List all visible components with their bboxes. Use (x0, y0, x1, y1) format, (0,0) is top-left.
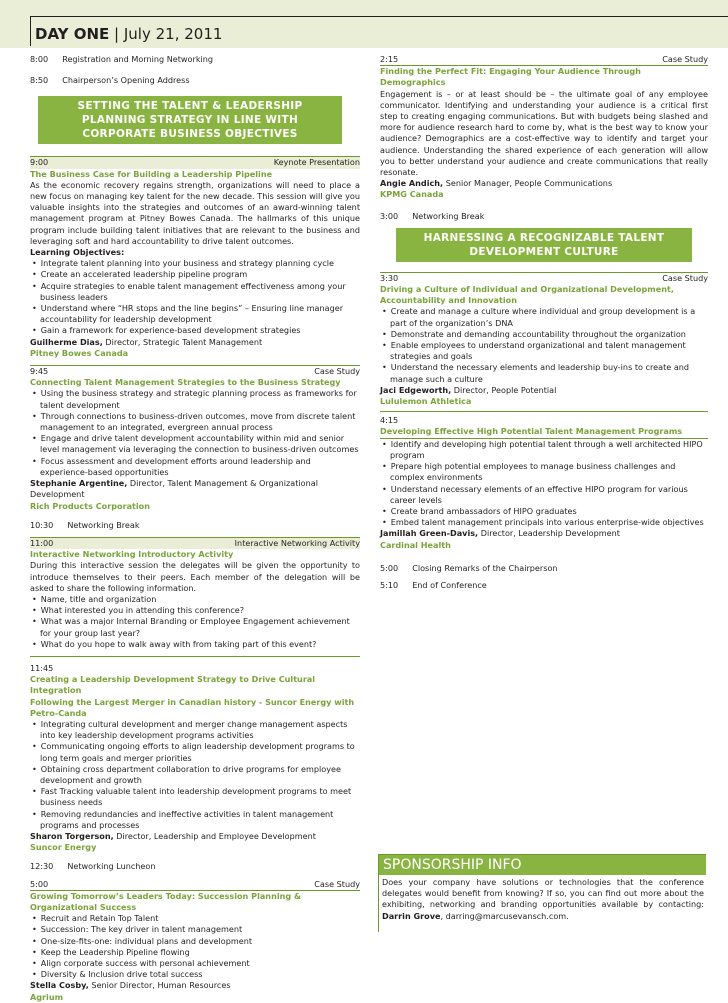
list-item: • Understand the necessary elements and leadership buy-ins to create and manage such a culture (380, 362, 708, 384)
list-item: • Prepare high potential employees to manage business challenges and complex environments (380, 461, 708, 483)
session-description: Engagement is – or at least should be – the ultimate goal of any employee communicator. Identifying and understanding your audience is a critical first step to creating engaging communications. But with budgets being slashed and more for audience research hard to come by, what is the best way to know your audience? Demographics are a cost-effective way to identify and target your audience. Understanding the shared experience of each generation will allow you to better understand your audience and create communications that really resonate. (380, 88, 708, 178)
list-item: • Demonstrate and demanding accountability throughout the organization (380, 329, 708, 340)
slot-label: Closing Remarks of the Chairperson (412, 562, 558, 573)
sponsorship-email[interactable]: , darring@marcusevansch.com. (440, 910, 569, 921)
speaker-company: Pitney Bowes Canada (30, 347, 129, 358)
list-item: • Acquire strategies to enable talent management effectiveness among your business leaders (30, 281, 360, 303)
session-title: Developing Effective High Potential Talent Management Programs (380, 426, 708, 438)
speaker-role: Director, Strategic Talent Management (102, 336, 263, 347)
list-item: • Align corporate success with personal achievement (30, 958, 360, 969)
list-item: • Understand necessary elements of an effective HIPO program for various career levels (380, 484, 708, 506)
objectives-list (30, 258, 360, 336)
speaker-name: Sharon Torgerson, (30, 830, 114, 841)
session-type: Case Study (662, 54, 708, 64)
list-item: • Create and manage a culture where individual and group development is a part of the organization’s DNA (380, 306, 708, 328)
session-title: Creating a Leadership Development Strategy to Drive Cultural Integration (30, 674, 316, 696)
speaker-company: Lululemon Athletica (380, 396, 472, 407)
slot-time: 8:50 (30, 75, 49, 86)
day-title (35, 25, 222, 43)
speaker-name: Stephanie Argentine, (30, 478, 128, 489)
list-item: • Keep the Leadership Pipeline flowing (30, 947, 360, 958)
speaker (30, 478, 360, 500)
speaker-role: Director, Leadership and Employee Development (113, 830, 316, 841)
slot-label: Registration and Morning Networking (62, 54, 214, 64)
day-date: July 21, 2011 (123, 25, 223, 43)
left-column (30, 54, 360, 1003)
list-item: • What interested you in attending this conference? (30, 605, 360, 616)
slot-end-of-conference (380, 580, 708, 591)
list-item: • Succession: The key driver in talent management (30, 924, 360, 935)
list-item: • Obtaining cross department collaboration to drive programs for employee development and growth (30, 764, 360, 786)
slot-label: Networking Luncheon (67, 861, 156, 872)
session-type: Case Study (314, 878, 360, 889)
speaker (30, 337, 360, 348)
list-item: • Identify and developing high potential talent through a well architected HIPO program (380, 439, 708, 461)
header-rule-vertical (30, 16, 31, 46)
list-item: • What do you hope to walk away with from taking part of this event? (30, 639, 360, 650)
session-title: Growing Tomorrow’s Leaders Today: Succession Planning & Organizational Success (30, 890, 302, 912)
divider (380, 411, 708, 412)
session-bullets (380, 439, 708, 529)
session-bar-keynote (30, 156, 360, 168)
list-item: • Integrate talent planning into your business and strategy planning cycle (30, 258, 360, 269)
sponsorship-box (378, 854, 706, 932)
list-item: • Create an accelerated leadership pipeline program (30, 269, 360, 280)
list-item: • Removing redundancies and ineffective activities in talent management programs and processes (30, 809, 360, 831)
session-time: 2:15 (380, 54, 399, 64)
speaker (380, 385, 708, 396)
list-item: • Enable employees to understand organizational and talent management strategies and goals (380, 340, 708, 362)
sponsorship-title: SPONSORSHIP INFO (379, 855, 706, 875)
slot-networking-break (30, 520, 360, 531)
session-bullets (30, 719, 360, 831)
session-bar-interactive (30, 537, 360, 549)
session-bullets (30, 594, 360, 650)
slot-label: End of Conference (412, 579, 487, 590)
session-subtitle: Following the Largest Merger in Canadian history - Suncor Energy with Petro-Canda (30, 696, 355, 718)
speaker (380, 178, 708, 189)
session-type: Case Study (314, 366, 360, 377)
slot-closing-remarks (380, 563, 708, 574)
speaker-company: KPMG Canada (380, 189, 444, 200)
slot-time: 3:00 (380, 210, 399, 221)
sponsorship-body (379, 875, 706, 922)
speaker-name: Jamillah Green-Davis, (380, 528, 479, 539)
session-time: 9:45 (30, 366, 49, 377)
speaker-name: Guilherme Dias, (30, 336, 103, 347)
list-item: • Focus assessment and development efforts around leadership and experience-based opportunities (30, 456, 360, 478)
session-bar-case-study (380, 272, 708, 284)
list-item: • Engage and drive talent development accountability within mid and senior level management via leveraging the connection to business-driven outcomes (30, 433, 360, 455)
session-time: 4:15 (380, 415, 399, 426)
speaker-role: Director, Leadership Development (478, 528, 620, 539)
divider (30, 656, 360, 657)
slot-time: 10:30 (30, 519, 54, 530)
slot-opening (30, 75, 360, 86)
slot-time: 12:30 (30, 861, 54, 872)
slot-label: Chairperson’s Opening Address (62, 75, 190, 86)
list-item: • Create brand ambassadors of HIPO graduates (380, 506, 708, 517)
speaker-company: Cardinal Health (380, 539, 451, 550)
list-item: • Using the business strategy and strategic planning process as frameworks for talent development (30, 388, 360, 410)
speaker-role: Senior Director, Human Resources (88, 980, 231, 991)
sponsorship-contact: Darrin Grove (382, 910, 441, 921)
speaker-company: Suncor Energy (30, 842, 97, 853)
slot-time: 8:00 (30, 54, 49, 64)
session-bullets (380, 306, 708, 384)
day-header (0, 0, 728, 48)
speaker-name: Stella Cosby, (30, 980, 89, 991)
slot-label: Networking Break (412, 210, 485, 221)
list-item: • Integrating cultural development and merger change management aspects into key leadership development programs activities (30, 719, 360, 741)
sponsorship-text: Does your company have solutions or technologies that the conference delegates would benefit from knowing? If so, you can find out more about the exhibiting, networking and branding opportunities available by contacting: (382, 877, 704, 910)
session-time: 11:00 (30, 537, 54, 548)
session-type: Case Study (662, 272, 708, 283)
session-bar-case-study (380, 54, 708, 66)
list-item: • Understand where “HR stops and the line begins” – Ensuring line manager accountability for leadership development (30, 303, 360, 325)
speaker (30, 980, 360, 991)
speaker-name: Angie Andich, (380, 178, 444, 189)
speaker-company: Agrium (30, 991, 64, 1002)
list-item: • Gain a framework for experience-based development strategies (30, 325, 360, 336)
section-banner: SETTING THE TALENT & LEADERSHIP PLANNING STRATEGY IN LINE WITH CORPORATE BUSINESS OBJECTIVES (38, 96, 342, 144)
session-bullets (30, 913, 360, 980)
slot-time: 5:00 (380, 562, 399, 573)
slot-time: 5:10 (380, 579, 399, 590)
session-bar-case-study (30, 879, 360, 891)
list-item: • Diversity & Inclusion drive total success (30, 969, 360, 980)
learning-objectives-heading: Learning Objectives: (30, 247, 125, 258)
list-item: • Embed talent management principals into various enterprise-wide objectives (380, 517, 708, 528)
session-title: The Business Case for Building a Leadership Pipeline (30, 168, 273, 179)
session-title: Driving a Culture of Individual and Organizational Development, Accountability and Innovation (380, 284, 674, 306)
session-time: 9:00 (30, 157, 49, 168)
section-banner: HARNESSING A RECOGNIZABLE TALENT DEVELOPMENT CULTURE (396, 228, 692, 262)
session-title: Finding the Perfect Fit: Engaging Your Audience Through Demographics (380, 66, 641, 88)
speaker-role: Director, Talent Management & Organizational Development (30, 478, 318, 500)
list-item: • Name, title and organization (30, 594, 360, 605)
session-bullets (30, 388, 360, 478)
speaker-role: Director, People Potential (451, 384, 557, 395)
slot-networking-break (380, 211, 708, 222)
speaker-role: Senior Manager, People Communications (443, 178, 613, 189)
slot-label: Networking Break (67, 519, 140, 530)
day-label: DAY ONE (35, 25, 110, 43)
day-separator: | (109, 25, 124, 43)
session-time: 5:00 (30, 878, 49, 889)
session-title: Connecting Talent Management Strategies to the Business Strategy (30, 377, 341, 388)
right-column (380, 54, 708, 601)
slot-networking-luncheon (30, 861, 360, 872)
speaker (30, 831, 360, 842)
list-item: • One-size-fits-one: individual plans and development (30, 936, 360, 947)
session-type: Interactive Networking Activity (234, 537, 360, 548)
list-item: • Through connections to business-driven outcomes, move from discrete talent management to an integrated, evergreen annual process (30, 411, 360, 433)
session-bar-case-study (30, 365, 360, 377)
session-time: 3:30 (380, 272, 399, 283)
header-rule (30, 16, 728, 17)
session-title: Interactive Networking Introductory Activity (30, 549, 234, 560)
list-item: • Recruit and Retain Top Talent (30, 913, 360, 924)
session-time: 11:45 (30, 662, 54, 673)
list-item: • Fast Tracking valuable talent into leadership development programs to meet business needs (30, 786, 360, 808)
slot-registration (30, 54, 360, 65)
session-description: As the economic recovery regains strength, organizations will need to place a new focus on managing key talent for the new decade. This session will give you valuable insights into the strategies and outcomes of an award-winning talent management program at Pitney Bowes Canada. The hallmarks of this unique program include building talent initiatives that are relevant to the business and leveraging soft and hard accountability to drive talent outcomes. (30, 179, 360, 246)
session-type: Keynote Presentation (273, 157, 360, 168)
list-item: • What was a major Internal Branding or Employee Engagement achievement for your group last year? (30, 616, 360, 638)
speaker-name: Jaci Edgeworth, (380, 384, 452, 395)
session-description: During this interactive session the delegates will be given the opportunity to introduce themselves to their peers. Each member of the delegation will be asked to share the following information. (30, 560, 360, 593)
speaker-company: Rich Products Corporation (30, 500, 150, 511)
speaker (380, 528, 708, 539)
list-item: • Communicating ongoing efforts to align leadership development programs to long term goals and merger priorities (30, 741, 360, 763)
